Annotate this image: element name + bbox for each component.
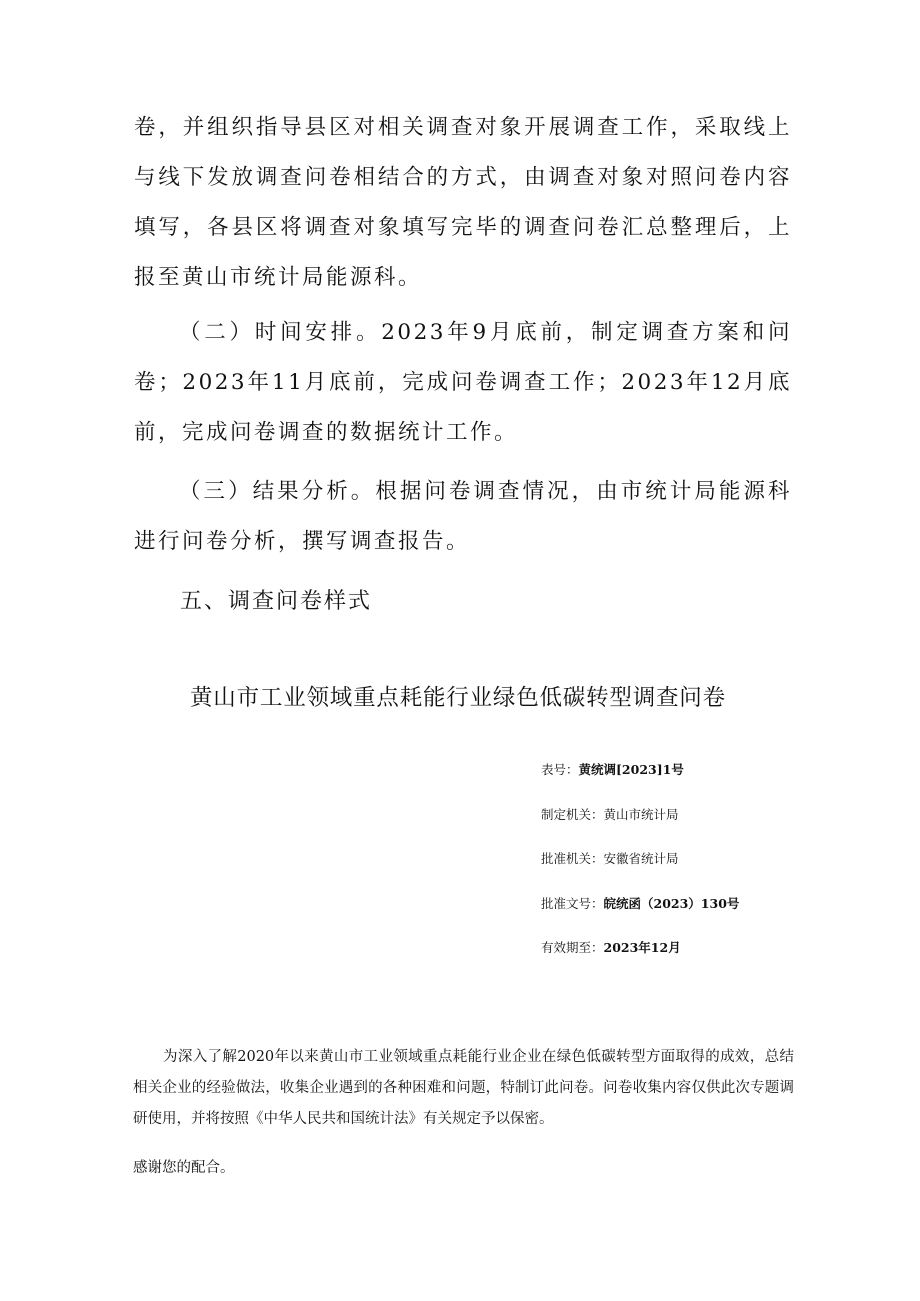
meta-label: 有效期至：	[541, 940, 604, 955]
meta-value: 皖统函（2023）130号	[603, 895, 740, 911]
meta-value: 2023年12月	[603, 940, 681, 955]
thanks-note: 感谢您的配合。	[133, 1160, 235, 1176]
meta-approval-number	[541, 890, 739, 935]
schedule-paragraph: （二）时间安排。2023年9月底前，制定调查方案和问卷；2023年11月底前，完成问卷调查工作；2023年12月底前，完成问卷调查的数据统计工作。	[134, 320, 792, 445]
meta-label: 批准机关：	[541, 851, 604, 866]
meta-value: 黄统调[2023]1号	[578, 762, 684, 777]
meta-approving-authority	[541, 845, 739, 890]
questionnaire-intro: 为深入了解2020年以来黄山市工业领域重点耗能行业企业在绿色低碳转型方面取得的成效，总结相关企业的经验做法，收集企业遇到的各种困难和问题，特制订此问卷。问卷收集内容仅供此次专题调研使用，并将按照《中华人民共和国统计法》有关规定予以保密。	[133, 1049, 794, 1127]
meta-value: 黄山市统计局	[603, 806, 679, 822]
section-heading: 五、调查问卷样式	[180, 589, 373, 614]
survey-method-paragraph: 卷，并组织指导县区对相关调查对象开展调查工作，采取线上与线下发放调查问卷相结合的方式，由调查对象对照问卷内容填写，各县区将调查对象填写完毕的调查问卷汇总整理后，上报至黄山市统计局能源科。	[134, 115, 792, 290]
result-analysis-paragraph: （三）结果分析。根据问卷调查情况，由市统计局能源科进行问卷分析，撰写调查报告。	[134, 479, 792, 554]
questionnaire-title: 黄山市工业领域重点耗能行业绿色低碳转型调查问卷	[190, 685, 726, 711]
meta-issuing-authority	[541, 801, 739, 846]
meta-form-number	[541, 756, 739, 801]
questionnaire-meta-list	[541, 756, 739, 979]
meta-label: 制定机关：	[541, 806, 604, 822]
meta-label: 批准文号：	[541, 895, 604, 911]
meta-valid-until	[541, 934, 739, 979]
meta-value: 安徽省统计局	[603, 851, 679, 866]
meta-label: 表号：	[541, 762, 579, 777]
